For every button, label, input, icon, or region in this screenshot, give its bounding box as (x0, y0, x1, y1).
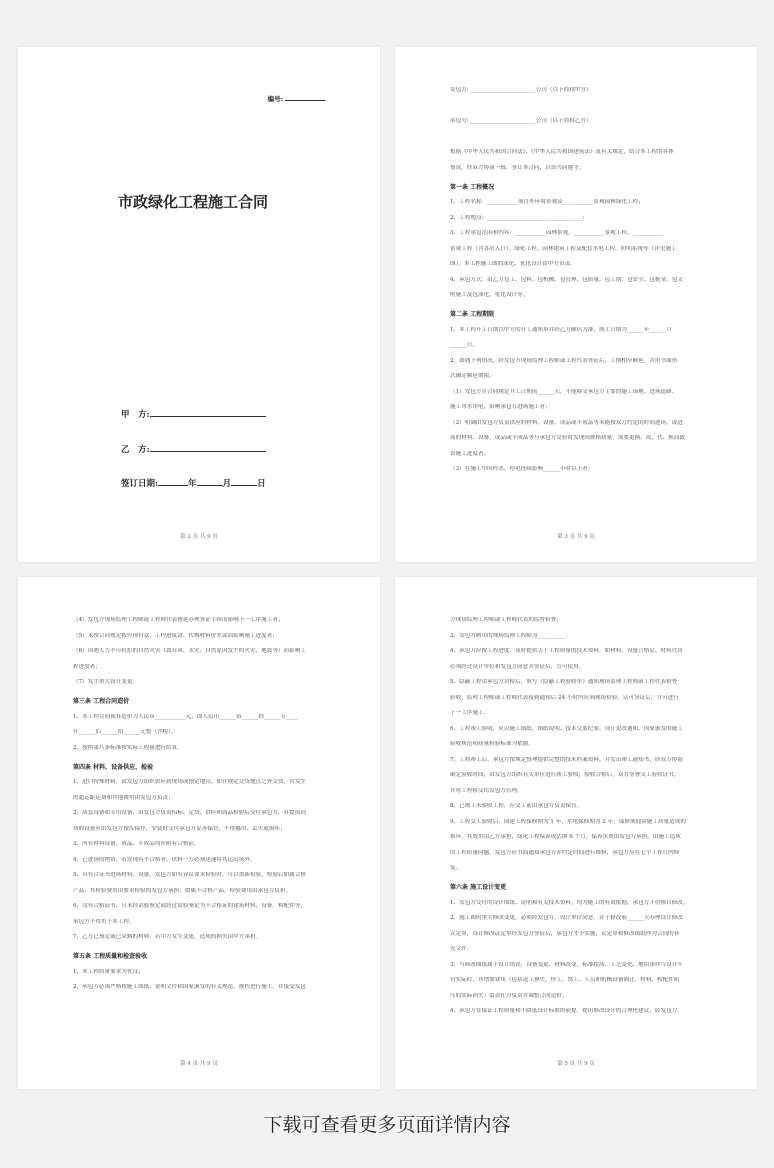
party-b-field (121, 443, 266, 455)
text-line: 产品，其检验费用由要求检验的发包方承担；如属不合格产品，检验费用由承包方负担。 (73, 887, 292, 894)
text-line: 2、成套设备和专用设备，由发包方负责招标、定货，供应和商品检验后交付承包方，对提前到 (73, 810, 306, 816)
download-caption: 下载可查看更多页面详情内容 (263, 1114, 511, 1136)
party-a-label: 甲 方: (121, 410, 150, 420)
text-line: 1、本工程质量要求为优良； (73, 968, 144, 975)
text-line: 式确定顺延期限。 (450, 373, 495, 379)
text-line: 发包方:________________________公司（以下简称甲方） (450, 87, 592, 93)
text-line: 3、发包方聘用的现场监理工程师为__________。 (450, 632, 572, 639)
text-line: 压的实际损失）由责任方负责并调整合同造价。 (450, 992, 568, 999)
page-footer: 第 4 页 共 9 页 (180, 1061, 218, 1067)
text-line: （7）发生重大设计变更。 (73, 679, 139, 685)
contract-page-4 (18, 577, 380, 1089)
text-line: 必须经过设计单位和发包方同意并签证后，方可使用。 (450, 663, 585, 670)
text-line: 承包方不得用于本工程。 (73, 918, 135, 925)
contract-number (268, 94, 325, 103)
text-line: 景观工程（含各出入口）、绿化工程、园林建筑工程及配套水电工程、照明系统等（详见施工 (450, 245, 677, 252)
text-line: 8、已竣工未验收工程，在交工前由承包方负责保管。 (450, 803, 583, 809)
contract-page-3 (395, 47, 757, 562)
text-line: 2、按照第八条标准按实际工程量进行结算。 (73, 744, 183, 751)
text-line: 并将工程移交给发包方管理。 (450, 787, 523, 794)
text-line: （2）明确由发包方负责供应的材料、设备、成品或半成品等未能按双方约定的时间进场，或进 (450, 419, 683, 426)
text-line: 货的设备应由发包方按库保存，安装时交付承包方妥善保管，不得挪用，丢失或损坏； (73, 825, 286, 832)
text-line: 程进度者； (73, 663, 101, 670)
text-line: 明施工及包深化，优化设计等。 (450, 292, 529, 298)
text-line: 5、具有合证书进场材料、设备，发包方如有异议要求检验时，可以重新检验，检验后如属合格 (73, 872, 306, 878)
year-blank (158, 485, 188, 486)
text-line: 9、工程交工验收后，园建工程保修期为 1 年，水电保修期为 2 年；保修期间由施工质量造成的 (450, 818, 686, 825)
text-line: 2、承包方必须严格按施工图纸、说明文件和国家颁发的有关规范、规程进行施工，并接受发包 (73, 984, 306, 990)
cover-page (18, 47, 380, 562)
text-line: 4、已进场的物资，若发现有不合格者，供料一方必须迅速将其运出场外。 (73, 856, 256, 863)
text-line: 1、发包方交付的设计图纸、说明和有关技术资料，均为施工的有效依据，承包方不得擅自修改。 (450, 899, 689, 906)
party-a-field (121, 408, 266, 420)
text-line: 方现场监理工程师或工程师代表的监督检查； (450, 617, 562, 623)
text-line: 1、本工程开工日期以甲方的开工通知单并经乙方确认为准，竣工日期为______年______月 (450, 326, 672, 333)
text-line: 2、如遇下列情况，经发包方现场监理工程师或工程代表签证后，工期相应顺延，并用书面形 (450, 357, 678, 364)
text-line (450, 103, 732, 110)
month-blank (197, 485, 223, 486)
text-line: 议定单，设计修改议定单经发包方签证后，承包方才予实施，议定单和修改图纸作为合同的补 (450, 930, 680, 937)
section-heading: 第五条 工程质量和检查验收 (73, 953, 148, 960)
page-text (73, 617, 355, 1000)
text-line: 验收规范和质量检验标准为依据。 (450, 741, 534, 747)
text-line: （6）因遇人力不可抗拒的自然灾害（如台风、水灾、自然原因发生的火灾、地震等）而影响工 (73, 648, 306, 654)
text-line: 情况，经双方协商一致，签订本合同，以资共同遵守。 (450, 164, 585, 171)
text-line: 复。 (450, 865, 462, 871)
text-line: 6、没有合格证书，且未经试验鉴定或经过试验鉴定为不合格证的建筑材料、设备，构配件等， (73, 903, 306, 909)
text-line: 的超运距运费和其他费用由发包方负责； (73, 794, 174, 801)
text-line: 1、进口特殊材料，由发包方组织供应到现场或指定地点。如在规定交货地点之外交货，其发生 (73, 779, 306, 785)
text-line: 3、所有材料设备、成品、半成品均应附有合格证。 (73, 841, 200, 847)
page-text (450, 617, 732, 1024)
text-line: （1）发包方在合同规定开工日期前______天，不能移交承包方主要的施工场地、进场道路、 (450, 388, 678, 395)
text-line: （4）发包方现场监理工程师或工程师代表拖延办理签证手续而影响下一工序施工者； (73, 617, 284, 623)
section-heading: 第三条 工程合同造价 (73, 698, 130, 705)
text-line: 的工程质量问题，发包方应书面通知承包方并约定时间进行维修，承包方应在七个工作日内修 (450, 849, 680, 856)
text-line: 充文件。 (450, 946, 473, 952)
section-heading: 第一条 工程概况 (450, 183, 495, 191)
text-line: 4、承包方式：由乙方包工、包料、包机械、包管理、包质量、包工期、包安全、包税金、包文 (450, 276, 683, 283)
sign-date-field (121, 477, 266, 489)
text-line: 2、工程地点：__________________________________; (450, 214, 585, 221)
text-line: 承包方:________________________公司（以下简称乙方） (450, 118, 592, 124)
text-line: 7、乙方已预定或已采购的材料，若甲方发生变更，造成的损失由甲方承担。 (73, 934, 262, 940)
page-text (450, 87, 732, 482)
text-line: 1、本工程合同预算造价为人民币___________元，即人民币______佰______拾______万____ (73, 713, 298, 720)
month-label: 月 (222, 479, 232, 489)
text-line: 根据《中华人民共和国合同法》、《中华人民共和国建筑法》及有关规定，结合本工程的具体 (450, 149, 674, 155)
section-heading: 第六条 施工设计变更 (450, 884, 507, 891)
text-line: 场的材料、设备、成品或半成品等与承包方交验时发现因规格质量、需要更换、改、代、换而致 (450, 435, 685, 441)
text-line: （5）未按合同规定拨付预付款、工程进度款、代购材料价差款而影响施工进度者； (73, 632, 278, 639)
text-line: 误施工进度者； (450, 450, 490, 457)
sign-date-label: 签订日期: (121, 479, 159, 489)
contract-number-label: 编号: (267, 95, 283, 103)
text-line: 4、承包方在保证工程质量和不降低设计标准的前提，提出修改设计的合理化建议，经发包方、 (450, 1008, 683, 1014)
text-line: 7、工程竣工后，承包方按规定整理提供完整的技术档案资料，并发出竣工通知书，经双方协商 (450, 756, 683, 763)
text-line: 3、工程承包范围和内容：___________园林景观、___________景观工程、___________ (450, 230, 664, 236)
party-a-blank (150, 416, 266, 417)
text-line: 施工用水用电，影响承包方进场施工者； (450, 404, 551, 410)
page-footer: 第 5 页 共 9 页 (557, 1061, 595, 1067)
text-line: 1、工程名称：___________项目外环境景观及___________景观园林绿化工程； (450, 199, 644, 205)
text-line: 图）、本工程施工图的深化、优化设计由甲方负责。 (450, 261, 576, 267)
party-b-label: 乙 方: (121, 445, 150, 455)
text-line: 损坏，其费用由乙方承担，绿化工程保养成活期 6 个月，保养水费由发包方承担。由施工造成 (450, 834, 681, 840)
party-b-blank (150, 451, 266, 452)
text-line: 4、承包方应按工程进度，及时提供关于工程质量的技术资料，如材料、设备合格证、材料代用 (450, 648, 683, 654)
day-label: 日 (257, 479, 266, 489)
text-line: 下一工序施工。 (450, 710, 490, 716)
year-label: 年 (188, 479, 197, 489)
text-line: 6、工程竣工验收，应以施工图纸、图纸说明、技术交底纪要、设计更改通知、国家颁发的施工 (450, 725, 683, 732)
text-line: 5、隐蔽工程由承包方自检后，填写《隐蔽工程验收单》通知现场监理工程师或工程代表检查 (450, 679, 678, 685)
text-line: 2、施工图的重大修改变更，必须经发包方、设计单位同意，并于修改前______天办理设计修改 (450, 915, 683, 921)
section-heading: 第四条 材料、设备供应、检验 (73, 763, 154, 771)
day-blank (231, 485, 257, 486)
contract-page-5 (395, 577, 757, 1089)
contract-title: 市政绿化工程施工合同 (118, 193, 269, 211)
text-line (450, 134, 732, 141)
section-heading: 第二条 工程期限 (450, 311, 495, 318)
text-line: （3）在施工中因停水、停电连续影响______小时以上者； (450, 466, 594, 472)
text-line: 3、当修改图纸属于设计错误、设备变更、材料改变、标准提高、工艺变化、地质条件与设计不 (450, 961, 683, 968)
contract-number-blank (285, 100, 325, 101)
text-line: 验收，监理工程师或工程师代表接到通知后 24 小时内应到现场检验，认可签证后，方可进行 (450, 694, 679, 701)
page-footer: 第 3 页 共 9 页 (557, 534, 595, 540)
text-line: 仟______佰______拾______元整（含税）。 (73, 729, 177, 735)
page-footer: 第 2 页 共 9 页 (180, 534, 218, 540)
text-line: 符实际时，其增加费用（包括返工损失、停工、窝工、人员和机械设备调迁、材料、构配件积 (450, 977, 680, 983)
text-line: 确定验收时间，由发包方组织有关单位进行竣工验收，验收合格后，双方签署交工验收证书， (450, 772, 680, 778)
text-line: ______日。 (450, 342, 478, 348)
